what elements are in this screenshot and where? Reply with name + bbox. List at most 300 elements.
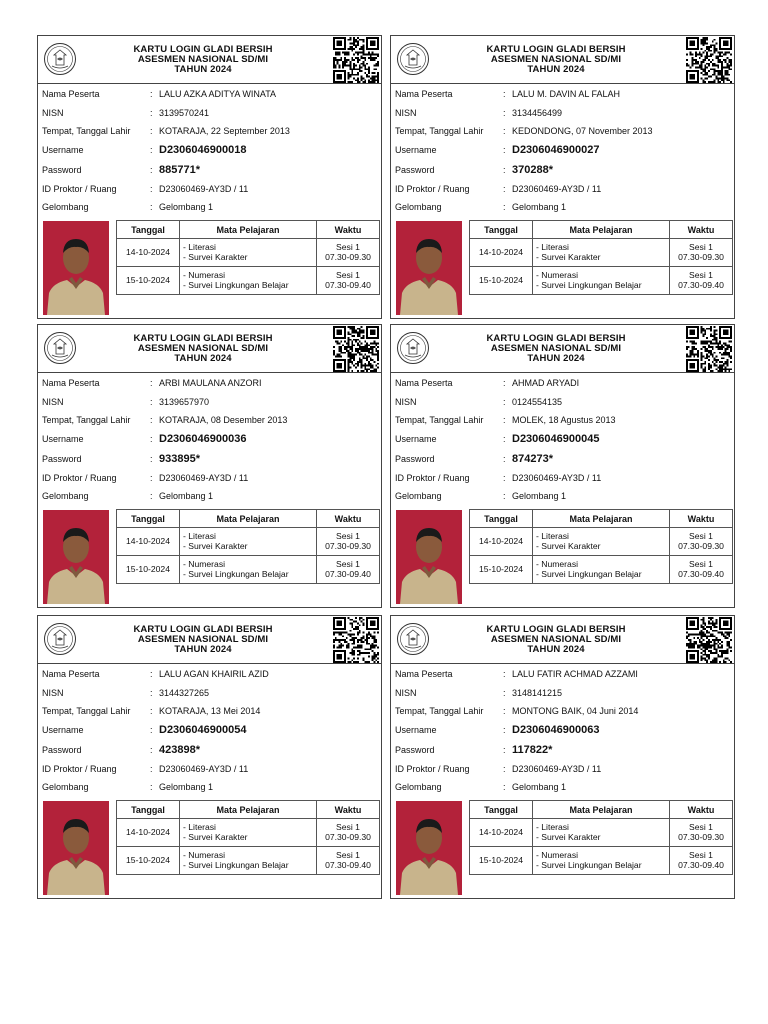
value-gelombang: Gelombang 1 [159,202,214,212]
subject-line: - Survei Lingkungan Belajar [536,279,642,290]
session-label: Sesi 1 [336,822,360,832]
cell-date: 15-10-2024 [470,267,533,295]
tut-wuri-handayani-logo-icon [43,622,77,656]
value-password: 423898* [159,744,200,756]
colon: : [503,725,506,735]
card-title [98,45,308,75]
label-ttl: Tempat, Tanggal Lahir [42,706,131,716]
value-proktor: D23060469-AY3D / 11 [159,473,249,483]
login-card-2 [390,35,735,319]
colon: : [503,126,506,136]
label-nama: Nama Peserta [42,669,100,679]
subject-line: - Numerasi [183,559,226,569]
cell-time [317,267,380,295]
label-nama: Nama Peserta [42,378,100,388]
colon: : [503,669,506,679]
session-time: 07.30-09.40 [325,279,371,290]
session-label: Sesi 1 [689,822,713,832]
label-password: Password [42,745,82,755]
subject-line: - Survei Lingkungan Belajar [183,568,289,579]
tut-wuri-handayani-logo-icon [43,331,77,365]
colon: : [150,688,153,698]
label-ttl: Tempat, Tanggal Lahir [395,706,484,716]
colon: : [503,202,506,212]
colon: : [150,454,153,464]
schedule-header-row [470,510,733,528]
cell-date: 14-10-2024 [470,528,533,556]
value-username: D2306046900045 [512,433,600,445]
colon: : [503,688,506,698]
qr-code-icon [686,326,732,372]
subject-line: - Survei Lingkungan Belajar [536,568,642,579]
session-label: Sesi 1 [689,531,713,541]
login-card-5 [37,615,382,899]
header-waktu: Waktu [670,221,733,239]
cell-time [317,239,380,267]
qr-code-icon [686,37,732,83]
value-nisn: 3148141215 [512,688,563,698]
value-ttl: MOLEK, 18 Agustus 2013 [512,415,616,425]
card-title [98,334,308,364]
label-ttl: Tempat, Tanggal Lahir [42,126,131,136]
schedule-header-row [117,221,380,239]
session-label: Sesi 1 [689,242,713,252]
table-row [470,847,733,875]
table-row [470,819,733,847]
cell-time [670,819,733,847]
value-nama: LALU AGAN KHAIRIL AZID [159,669,269,679]
card-title-line1: KARTU LOGIN GLADI BERSIH [486,333,626,344]
subject-line: - Literasi [183,242,216,252]
subject-line: - Survei Karakter [183,251,248,262]
header-mata-pelajaran: Mata Pelajaran [533,510,670,528]
header-tanggal: Tanggal [117,510,180,528]
card-title-line2: ASESMEN NASIONAL SD/MI [137,634,269,645]
colon: : [503,454,506,464]
card-header [391,36,734,84]
tut-wuri-handayani-logo-icon [43,42,77,76]
card-header [38,325,381,373]
student-photo [396,510,462,604]
header-tanggal: Tanggal [470,510,533,528]
colon: : [503,491,506,501]
subject-line: - Survei Karakter [183,540,248,551]
subject-line: - Survei Karakter [536,540,601,551]
value-gelombang: Gelombang 1 [159,491,214,501]
cell-time [670,847,733,875]
colon: : [150,669,153,679]
colon: : [150,202,153,212]
subject-line: - Literasi [536,822,569,832]
cell-subject [180,819,317,847]
value-nisn: 3139657970 [159,397,210,407]
table-row [117,528,380,556]
schedule-table [469,800,733,875]
card-title-line1: KARTU LOGIN GLADI BERSIH [486,44,626,55]
subject-line: - Literasi [536,531,569,541]
schedule-header-row [470,221,733,239]
value-nisn: 3134456499 [512,108,563,118]
card-header [391,325,734,373]
label-nisn: NISN [395,108,417,118]
student-photo [43,510,109,604]
login-card-4 [390,324,735,608]
label-proktor: ID Proktor / Ruang [42,764,117,774]
table-row [470,239,733,267]
colon: : [150,473,153,483]
colon: : [150,764,153,774]
colon: : [150,126,153,136]
session-label: Sesi 1 [689,850,713,860]
tut-wuri-handayani-logo-icon [396,331,430,365]
value-nama: AHMAD ARYADI [512,378,580,388]
student-photo [396,221,462,315]
cell-subject [180,528,317,556]
colon: : [150,725,153,735]
schedule-header-row [117,510,380,528]
table-row [470,556,733,584]
header-mata-pelajaran: Mata Pelajaran [533,221,670,239]
qr-code-icon [333,326,379,372]
table-row [470,528,733,556]
login-card-1 [37,35,382,319]
label-nisn: NISN [42,397,64,407]
subject-line: - Numerasi [536,850,579,860]
cell-time [670,556,733,584]
card-title-line3: TAHUN 2024 [174,644,232,655]
cell-subject [180,847,317,875]
label-username: Username [42,145,84,155]
schedule-table [116,220,380,295]
colon: : [503,397,506,407]
label-username: Username [395,725,437,735]
value-nisn: 3139570241 [159,108,210,118]
label-gelombang: Gelombang [42,782,89,792]
schedule-header-row [117,801,380,819]
colon: : [150,378,153,388]
label-gelombang: Gelombang [395,202,442,212]
subject-line: - Literasi [183,531,216,541]
subject-line: - Survei Lingkungan Belajar [183,859,289,870]
card-title-line3: TAHUN 2024 [174,353,232,364]
cell-date: 14-10-2024 [117,819,180,847]
subject-line: - Numerasi [183,850,226,860]
card-title-line1: KARTU LOGIN GLADI BERSIH [133,44,273,55]
subject-line: - Numerasi [536,270,579,280]
session-label: Sesi 1 [336,270,360,280]
qr-code-icon [333,37,379,83]
tut-wuri-handayani-logo-icon [396,622,430,656]
header-waktu: Waktu [317,221,380,239]
label-password: Password [395,165,435,175]
subject-line: - Literasi [183,822,216,832]
cell-time [317,556,380,584]
label-gelombang: Gelombang [395,491,442,501]
header-mata-pelajaran: Mata Pelajaran [180,801,317,819]
login-card-6 [390,615,735,899]
colon: : [150,782,153,792]
subject-line: - Survei Karakter [183,831,248,842]
cell-date: 14-10-2024 [470,239,533,267]
colon: : [503,108,506,118]
session-time: 07.30-09.30 [325,540,371,551]
colon: : [503,434,506,444]
cell-subject [533,847,670,875]
colon: : [150,145,153,155]
session-time: 07.30-09.40 [325,859,371,870]
label-ttl: Tempat, Tanggal Lahir [395,126,484,136]
card-title-line2: ASESMEN NASIONAL SD/MI [490,634,622,645]
cell-date: 14-10-2024 [470,819,533,847]
card-title-line3: TAHUN 2024 [527,64,585,75]
card-title-line3: TAHUN 2024 [527,353,585,364]
student-photo [43,221,109,315]
cell-time [670,528,733,556]
subject-line: - Literasi [536,242,569,252]
session-label: Sesi 1 [336,559,360,569]
colon: : [150,89,153,99]
value-password: 933895* [159,453,200,465]
subject-line: - Survei Karakter [536,251,601,262]
cell-time [670,267,733,295]
card-title [98,625,308,655]
subject-line: - Survei Karakter [536,831,601,842]
label-password: Password [395,745,435,755]
session-label: Sesi 1 [689,559,713,569]
session-time: 07.30-09.40 [678,859,724,870]
label-nisn: NISN [395,688,417,698]
session-label: Sesi 1 [336,850,360,860]
colon: : [503,378,506,388]
table-row [117,267,380,295]
label-username: Username [395,145,437,155]
table-row [117,847,380,875]
student-photo [396,801,462,895]
header-tanggal: Tanggal [470,801,533,819]
header-waktu: Waktu [317,510,380,528]
value-username: D2306046900036 [159,433,247,445]
session-time: 07.30-09.30 [678,251,724,262]
card-title-line3: TAHUN 2024 [174,64,232,75]
label-nama: Nama Peserta [42,89,100,99]
value-proktor: D23060469-AY3D / 11 [159,764,249,774]
value-password: 874273* [512,453,553,465]
card-title [451,45,661,75]
colon: : [503,764,506,774]
session-time: 07.30-09.40 [678,568,724,579]
value-ttl: MONTONG BAIK, 04 Juni 2014 [512,706,639,716]
card-title-line1: KARTU LOGIN GLADI BERSIH [133,333,273,344]
session-label: Sesi 1 [689,270,713,280]
session-time: 07.30-09.30 [325,831,371,842]
header-waktu: Waktu [670,801,733,819]
cell-time [317,528,380,556]
value-username: D2306046900027 [512,144,600,156]
colon: : [503,745,506,755]
cell-time [670,239,733,267]
value-nisn: 3144327265 [159,688,210,698]
colon: : [150,434,153,444]
value-password: 885771* [159,164,200,176]
label-ttl: Tempat, Tanggal Lahir [42,415,131,425]
label-nisn: NISN [395,397,417,407]
card-header [38,36,381,84]
colon: : [150,397,153,407]
session-label: Sesi 1 [336,242,360,252]
colon: : [150,745,153,755]
header-tanggal: Tanggal [470,221,533,239]
label-ttl: Tempat, Tanggal Lahir [395,415,484,425]
subject-line: - Numerasi [183,270,226,280]
value-nisn: 0124554135 [512,397,563,407]
card-title-line3: TAHUN 2024 [527,644,585,655]
table-row [470,267,733,295]
card-title-line2: ASESMEN NASIONAL SD/MI [490,54,622,65]
header-waktu: Waktu [317,801,380,819]
cell-time [317,819,380,847]
colon: : [150,165,153,175]
colon: : [503,473,506,483]
schedule-table [116,509,380,584]
value-gelombang: Gelombang 1 [159,782,214,792]
card-title [451,334,661,364]
session-time: 07.30-09.30 [678,540,724,551]
value-ttl: KOTARAJA, 08 Desember 2013 [159,415,288,425]
cell-date: 15-10-2024 [470,847,533,875]
cell-date: 15-10-2024 [117,847,180,875]
cell-subject [180,239,317,267]
cell-subject [533,239,670,267]
label-password: Password [42,165,82,175]
qr-code-icon [333,617,379,663]
card-title-line2: ASESMEN NASIONAL SD/MI [490,343,622,354]
cell-date: 15-10-2024 [117,556,180,584]
header-tanggal: Tanggal [117,221,180,239]
colon: : [150,706,153,716]
label-proktor: ID Proktor / Ruang [42,184,117,194]
label-gelombang: Gelombang [42,202,89,212]
colon: : [503,184,506,194]
subject-line: - Survei Lingkungan Belajar [536,859,642,870]
value-nama: LALU M. DAVIN AL FALAH [512,89,621,99]
value-ttl: KOTARAJA, 13 Mei 2014 [159,706,261,716]
student-photo [43,801,109,895]
label-nisn: NISN [42,688,64,698]
session-time: 07.30-09.40 [325,568,371,579]
label-password: Password [42,454,82,464]
label-username: Username [42,434,84,444]
subject-line: - Survei Lingkungan Belajar [183,279,289,290]
session-time: 07.30-09.30 [678,831,724,842]
value-username: D2306046900063 [512,724,600,736]
value-ttl: KEDONDONG, 07 November 2013 [512,126,653,136]
value-username: D2306046900054 [159,724,247,736]
value-nama: LALU FATIR ACHMAD AZZAMI [512,669,638,679]
cell-subject [533,819,670,847]
label-proktor: ID Proktor / Ruang [395,764,470,774]
card-title-line1: KARTU LOGIN GLADI BERSIH [486,624,626,635]
session-time: 07.30-09.30 [325,251,371,262]
label-username: Username [395,434,437,444]
colon: : [150,108,153,118]
cell-date: 15-10-2024 [470,556,533,584]
card-header [38,616,381,664]
colon: : [503,415,506,425]
card-title-line2: ASESMEN NASIONAL SD/MI [137,343,269,354]
value-proktor: D23060469-AY3D / 11 [512,764,602,774]
colon: : [150,184,153,194]
cell-subject [180,556,317,584]
schedule-header-row [470,801,733,819]
label-nama: Nama Peserta [395,378,453,388]
label-username: Username [42,725,84,735]
cell-date: 14-10-2024 [117,528,180,556]
value-nama: ARBI MAULANA ANZORI [159,378,262,388]
value-proktor: D23060469-AY3D / 11 [512,473,602,483]
card-title-line2: ASESMEN NASIONAL SD/MI [137,54,269,65]
schedule-table [469,220,733,295]
cell-subject [533,267,670,295]
header-tanggal: Tanggal [117,801,180,819]
label-gelombang: Gelombang [395,782,442,792]
header-mata-pelajaran: Mata Pelajaran [180,510,317,528]
colon: : [503,89,506,99]
label-gelombang: Gelombang [42,491,89,501]
qr-code-icon [686,617,732,663]
session-time: 07.30-09.40 [678,279,724,290]
value-proktor: D23060469-AY3D / 11 [512,184,602,194]
label-nisn: NISN [42,108,64,118]
subject-line: - Numerasi [536,559,579,569]
label-nama: Nama Peserta [395,89,453,99]
value-password: 117822* [512,744,553,756]
colon: : [503,165,506,175]
header-mata-pelajaran: Mata Pelajaran [533,801,670,819]
label-nama: Nama Peserta [395,669,453,679]
value-nama: LALU AZKA ADITYA WINATA [159,89,277,99]
label-proktor: ID Proktor / Ruang [395,473,470,483]
header-waktu: Waktu [670,510,733,528]
value-ttl: KOTARAJA, 22 September 2013 [159,126,290,136]
card-title-line1: KARTU LOGIN GLADI BERSIH [133,624,273,635]
cell-subject [180,267,317,295]
table-row [117,819,380,847]
colon: : [150,415,153,425]
cell-date: 15-10-2024 [117,267,180,295]
colon: : [503,145,506,155]
session-label: Sesi 1 [336,531,360,541]
colon: : [150,491,153,501]
table-row [117,239,380,267]
value-gelombang: Gelombang 1 [512,491,567,501]
table-row [117,556,380,584]
label-password: Password [395,454,435,464]
cell-subject [533,528,670,556]
card-title [451,625,661,655]
cell-date: 14-10-2024 [117,239,180,267]
cell-subject [533,556,670,584]
card-header [391,616,734,664]
cell-time [317,847,380,875]
colon: : [503,706,506,716]
value-gelombang: Gelombang 1 [512,782,567,792]
tut-wuri-handayani-logo-icon [396,42,430,76]
value-username: D2306046900018 [159,144,247,156]
label-proktor: ID Proktor / Ruang [42,473,117,483]
value-password: 370288* [512,164,553,176]
value-gelombang: Gelombang 1 [512,202,567,212]
colon: : [503,782,506,792]
